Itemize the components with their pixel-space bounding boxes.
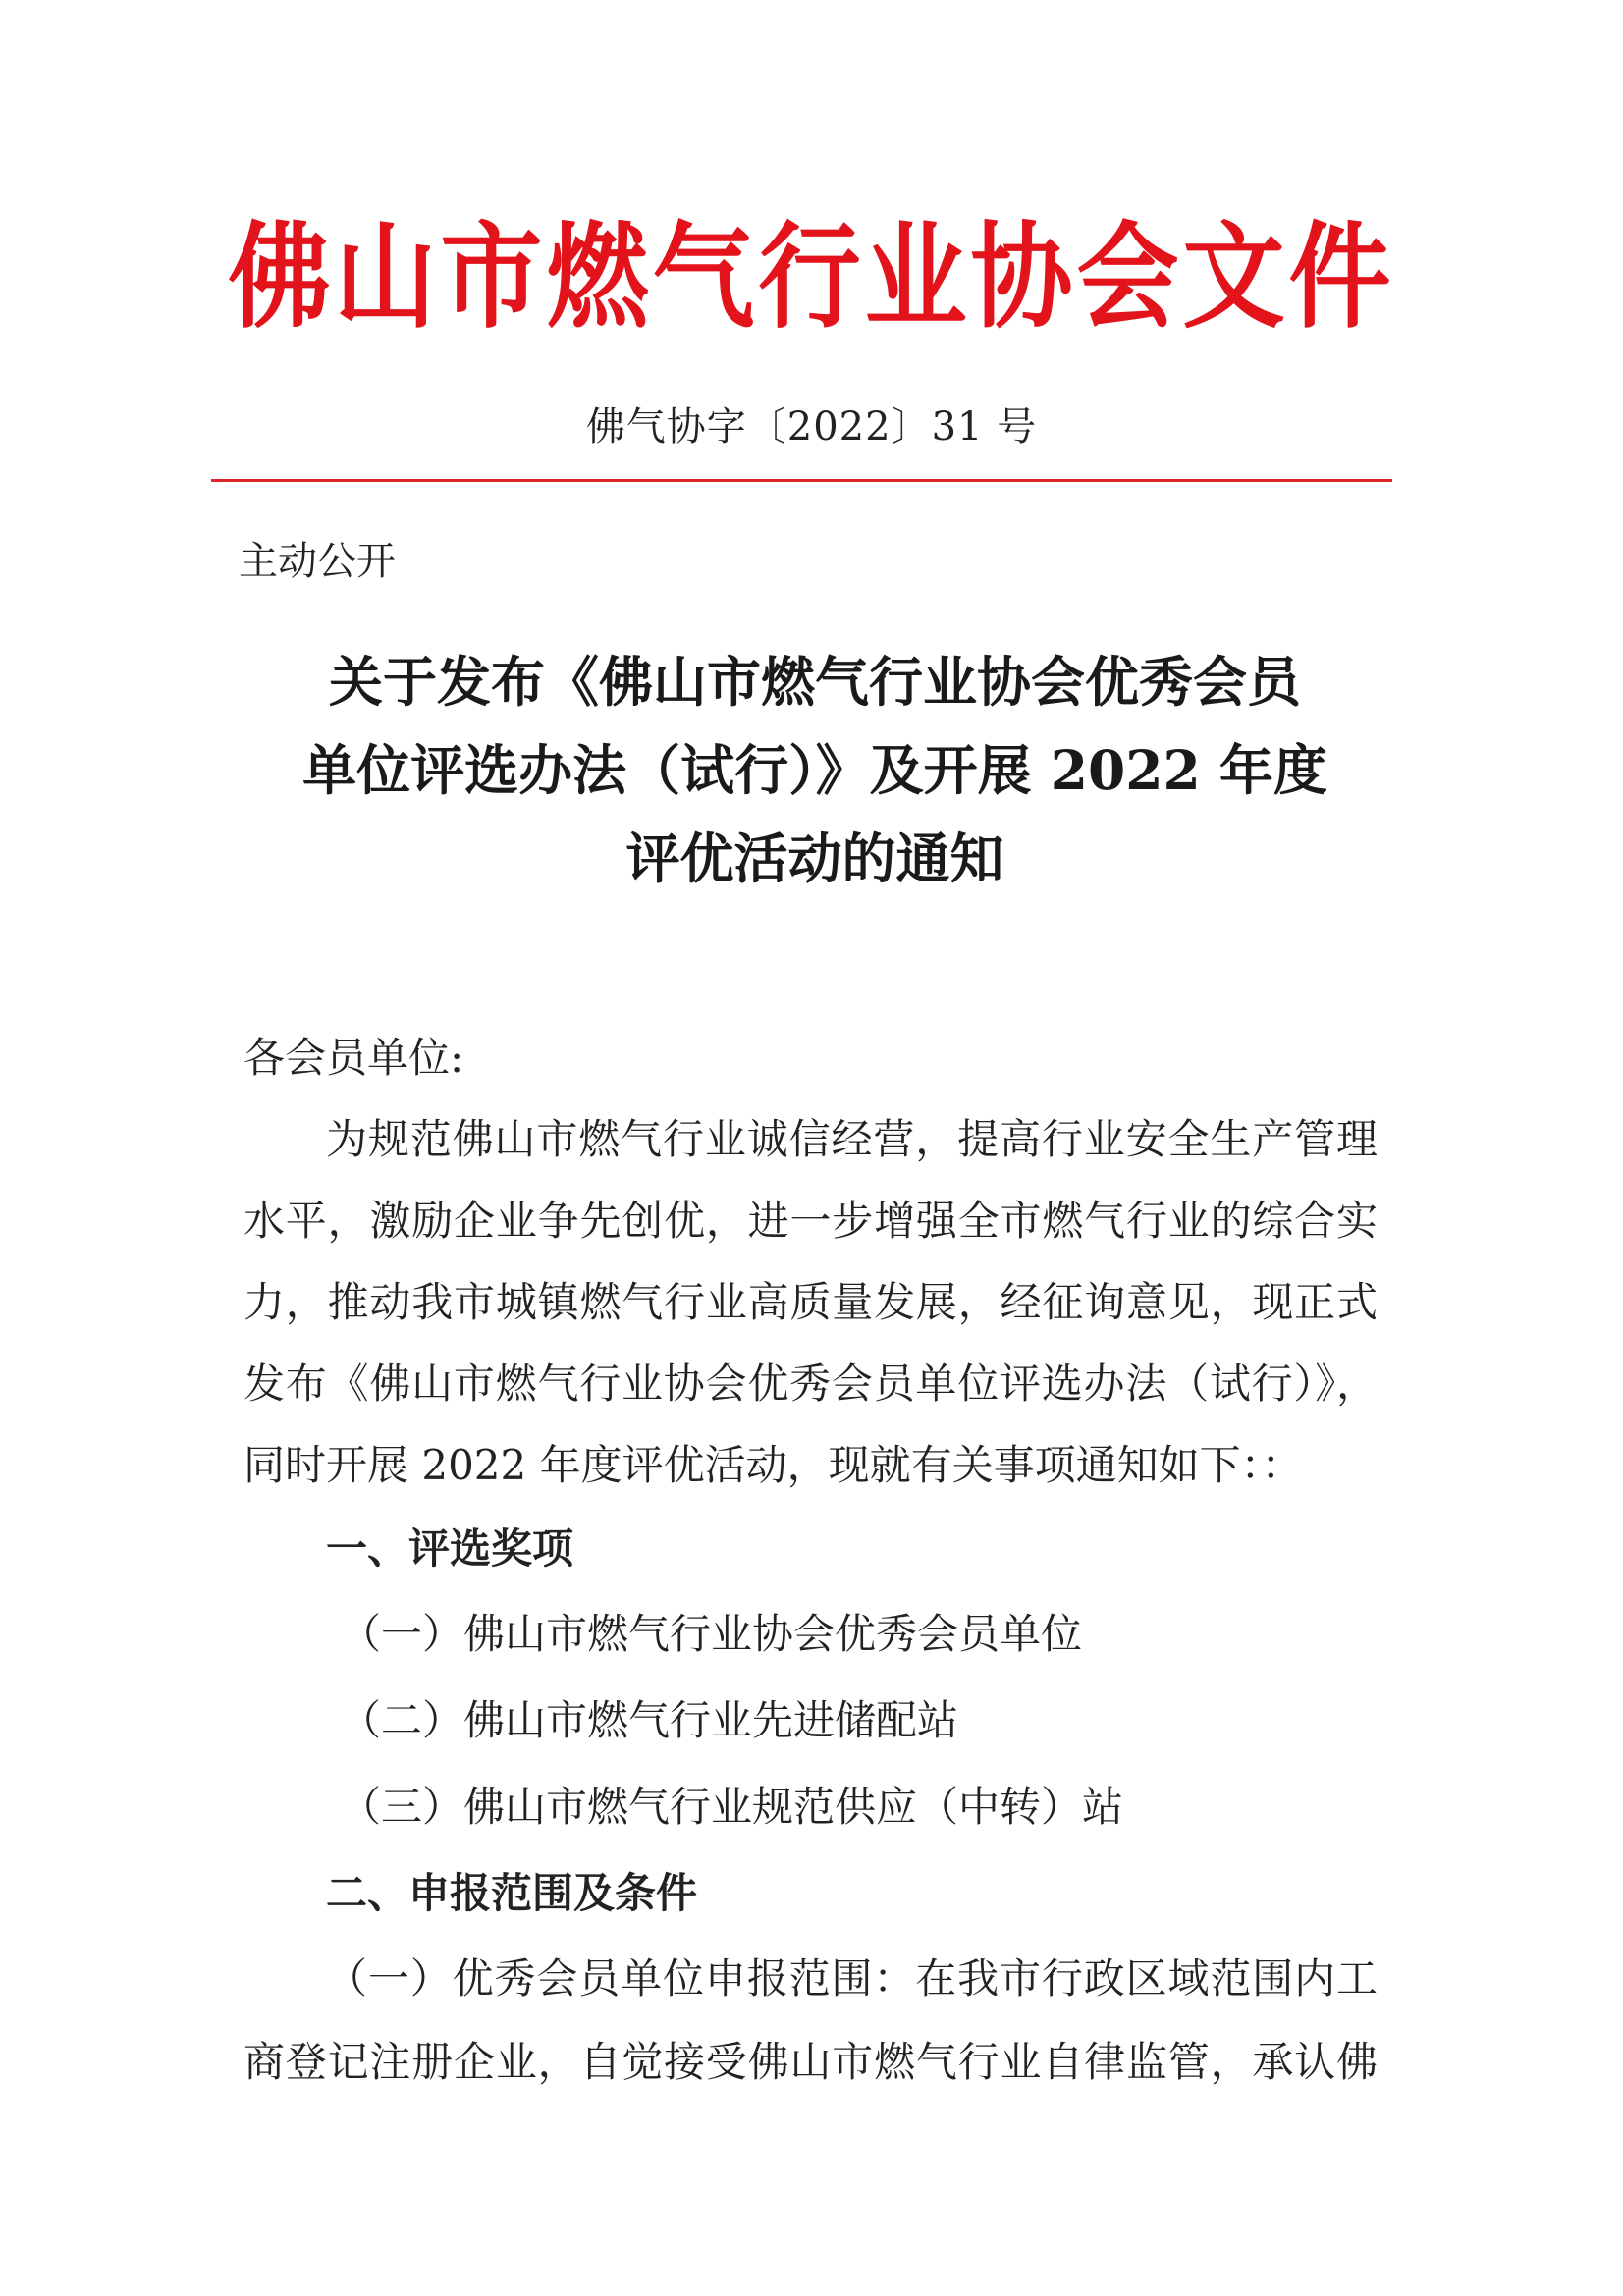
paragraph-line: 发布《佛山市燃气行业协会优秀会员单位评选办法（试行）》， <box>243 1360 1378 1408</box>
letterhead-title: 佛山市燃气行业协会文件 <box>228 208 1395 345</box>
list-item: （二）佛山市燃气行业先进储配站 <box>340 1696 959 1744</box>
section-heading: 一、评选奖项 <box>326 1524 574 1573</box>
paragraph-line: 商登记注册企业，自觉接受佛山市燃气行业自律监管，承认佛 <box>243 2038 1378 2086</box>
paragraph-line: 水平，激励企业争先创优，进一步增强全市燃气行业的综合实 <box>243 1197 1378 1245</box>
section-heading: 二、申报范围及条件 <box>326 1869 698 1917</box>
document-number: 佛气协字〔2022〕31 号 <box>585 404 1038 450</box>
notice-title-line: 单位评选办法（试行）》及开展 2022 年度 <box>302 738 1327 802</box>
list-item: （一）佛山市燃气行业协会优秀会员单位 <box>340 1610 1083 1658</box>
disclosure-label: 主动公开 <box>239 539 396 584</box>
paragraph-line: （一）优秀会员单位申报范围：在我市行政区域范围内工 <box>326 1954 1378 2002</box>
red-divider <box>211 479 1392 482</box>
list-item: （三）佛山市燃气行业规范供应（中转）站 <box>340 1783 1124 1831</box>
notice-title-line: 评优活动的通知 <box>625 827 1004 890</box>
notice-title-line: 关于发布《佛山市燃气行业协会优秀会员 <box>328 650 1301 714</box>
paragraph-line: 为规范佛山市燃气行业诚信经营，提高行业安全生产管理 <box>326 1115 1378 1163</box>
salutation: 各会员单位: <box>243 1034 464 1082</box>
paragraph-line: 力，推动我市城镇燃气行业高质量发展，经征询意见，现正式 <box>243 1278 1378 1326</box>
notice-title <box>226 638 1404 903</box>
paragraph-line: 同时开展 2022 年度评优活动，现就有关事项通知如下：： <box>243 1441 1303 1489</box>
